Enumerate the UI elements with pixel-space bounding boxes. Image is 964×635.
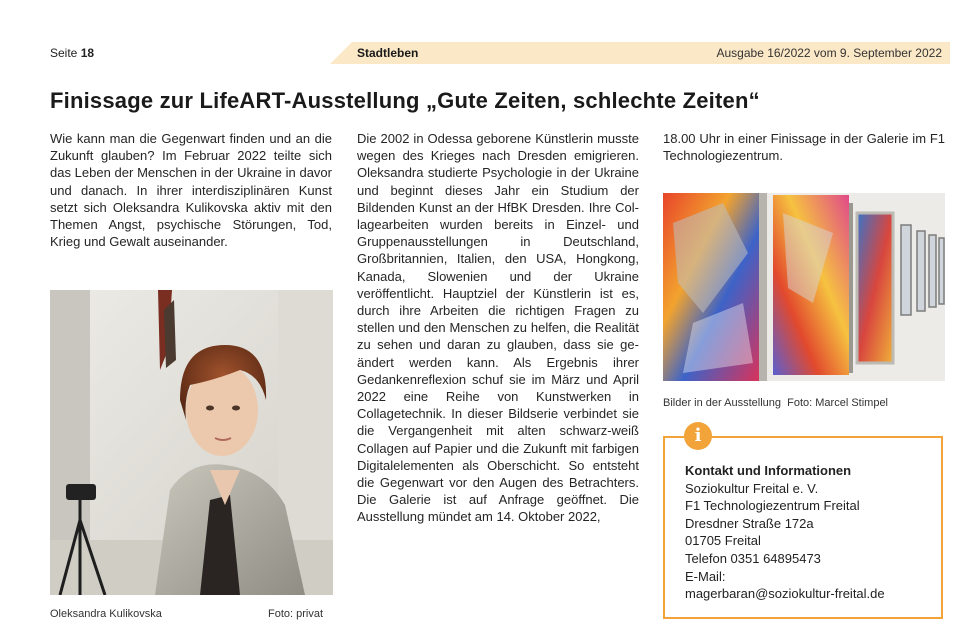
article-column-3: 18.00 Uhr in einer Finissage in der Galerie im F1 Technologiezentrum. (663, 131, 945, 164)
contact-venue: F1 Technologiezentrum Freital (685, 498, 860, 514)
portrait-credit: Foto: privat (268, 608, 324, 620)
contact-org: Soziokultur Freital e. V. (685, 480, 819, 496)
article-column-2: Die 2002 in Odessa geborene Künstlerin musste wegen des Krieges nach Dresden emigrieren. Oleksandra studierte Psychologie in der Ukraine und beginnt dieses Jahr ein Studium der Bildenden Kunst an der HfBK Dresden. Ihre Collagearbeiten wurden bereits in Einzel- und Gruppenausstellungen in Deutschland, Großbritannien, Italien, den USA, Hongkong, Kanada, Slowenien und der Ukraine veröffentlicht. Hauptziel der Künstlerin ist es, durch ihre Arbeiten die richtigen Fragen zu stellen und den Menschen zu helfen, die Realität zu sehen und daran zu glauben, dass sie geändert werden kann. Als Ergebnis ihrer Gedankenreflexion schuf sie im März und April 2022 eine Reihe von Kunstwerken in Collagetechnik. In dieser Bildserie verbindet sie die Vergangenheit mit alten schwarz-weiß Collagen auf Papier und die Zukunft mit farbigen Digitalelementen als Oberschicht. So entsteht die Gegenwart vor den Augen des Betrachters. Die Galerie ist auf Anfrage geöffnet. Die Ausstellung mündet am 14. Oktober 2022, (357, 131, 639, 525)
info-icon: i (684, 422, 712, 450)
portrait-caption: Oleksandra Kulikovska (50, 608, 162, 620)
portrait-image (50, 290, 333, 595)
exhibition-caption-text: Bilder in der Ausstellung (663, 397, 782, 409)
contact-city: 01705 Freital (685, 533, 761, 549)
contact-info-title: Kontakt und Informationen (685, 463, 852, 478)
exhibition-image (663, 193, 945, 381)
page-header (0, 40, 964, 66)
contact-email-label: E-Mail: (685, 568, 726, 584)
section-name: Stadtleben (357, 46, 419, 60)
page-label: Seite (50, 46, 78, 60)
contact-info-text (685, 462, 940, 603)
page-number (50, 46, 94, 60)
article-headline: Finissage zur LifeART-Ausstellung „Gute Zeiten, schlechte Zeiten“ (50, 88, 760, 113)
contact-email[interactable]: magerbaran@soziokultur-freital.de (685, 586, 885, 602)
exhibition-credit: Foto: Marcel Stimpel (787, 397, 889, 409)
page-number-value: 18 (80, 46, 95, 60)
exhibition-caption (663, 397, 888, 409)
issue-date: Ausgabe 16/2022 vom 9. September 2022 (716, 46, 942, 60)
portrait-photo (50, 290, 333, 595)
article-column-1: Wie kann man die Gegenwart finden und an die Zukunft glauben? Im Februar 2022 teilte sich das Leben der Menschen in der Ukraine in davor und danach. In ihrer interdisziplinären Kunst setzt sich Oleksandra Kulikovska aktiv mit den Themen Angst, psychische Störungen, Tod, Krieg und Gewalt auseinander. (50, 131, 332, 250)
exhibition-photo (663, 193, 945, 381)
contact-phone: Telefon 0351 64895473 (685, 550, 821, 566)
contact-street: Dresdner Straße 172a (685, 515, 814, 531)
